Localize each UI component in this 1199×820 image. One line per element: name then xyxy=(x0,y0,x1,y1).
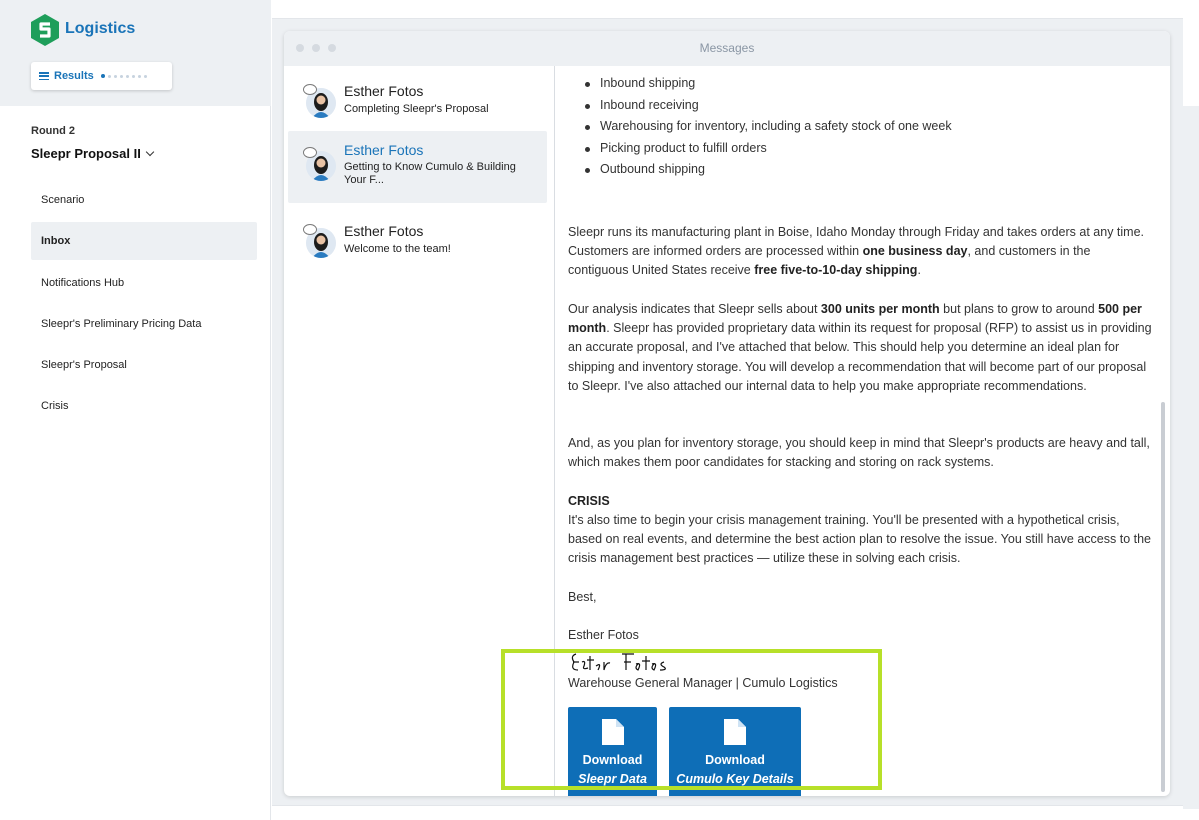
chevron-down-icon xyxy=(146,148,154,156)
attachment-icon xyxy=(303,147,317,158)
scrollbar[interactable] xyxy=(1161,402,1165,792)
sidebar-item-label: Scenario xyxy=(41,194,85,206)
message-sender: Esther Fotos xyxy=(344,142,424,158)
hamburger-icon xyxy=(39,72,49,80)
sidebar-header xyxy=(0,0,271,106)
window-title: Messages xyxy=(699,41,755,55)
paragraph-storage: And, as you plan for inventory storage, you should keep in mind that Sleepr's products are heavy and tall, which makes them poor candidates for stacking and storing on rack systems. xyxy=(568,436,1150,470)
download-label: Download xyxy=(582,753,643,767)
list-item: Warehousing for inventory, including a safety stock of one week xyxy=(600,116,952,138)
results-button[interactable] xyxy=(31,62,172,90)
message-subject: Getting to Know Cumulo & Building Your F... xyxy=(344,161,516,186)
download-label: Download xyxy=(705,753,765,767)
message-item-selected[interactable] xyxy=(288,131,547,203)
sidebar xyxy=(0,0,271,820)
list-item: Outbound shipping xyxy=(600,159,952,181)
attachment-icon xyxy=(303,84,317,95)
message-item[interactable] xyxy=(288,212,547,284)
list-item: Inbound receiving xyxy=(600,95,952,117)
sidebar-item-crisis[interactable] xyxy=(31,387,257,425)
right-margin xyxy=(1183,0,1199,106)
highlight-box xyxy=(501,649,882,790)
sidebar-nav xyxy=(31,181,257,429)
crisis-heading: CRISIS xyxy=(568,494,610,508)
sidebar-item-label: Notifications Hub xyxy=(41,276,125,289)
service-list xyxy=(600,73,952,181)
sidebar-item-label: Sleepr's Preliminary Pricing Data xyxy=(41,317,202,330)
sidebar-item-scenario[interactable] xyxy=(31,181,257,219)
sidebar-item-sleepr-proposal[interactable] xyxy=(31,346,257,384)
logo-icon xyxy=(30,14,60,46)
brand-name: Logistics xyxy=(65,20,136,37)
paragraph-operations: Sleepr runs its manufacturing plant in Boise, Idaho Monday through Friday and takes orders at any time. Customers are informed orders are processed within one business day, and customers in the contiguous United States receive free five-to-10-day shipping. xyxy=(568,225,1145,278)
round-label: Round 2 xyxy=(31,125,75,137)
attachment-icon xyxy=(303,224,317,235)
download-target: Cumulo Key Details xyxy=(676,772,794,786)
signer-title: Warehouse General Manager | Cumulo Logistics xyxy=(568,676,838,690)
window-titlebar xyxy=(284,31,1170,66)
paragraph-crisis: It's also time to begin your crisis management training. You'll be presented with a hypothetical crisis, based on real events, and determine the best action plan to resolve the issue. You still have access to the crisis management best practices — utilize these in solving each crisis. xyxy=(568,513,1152,566)
results-label: Results xyxy=(54,70,94,82)
top-strip xyxy=(272,0,1183,19)
proposal-title: Sleepr Proposal II xyxy=(31,146,141,161)
message-sender: Esther Fotos xyxy=(344,83,424,99)
signer-name: Esther Fotos xyxy=(568,628,639,642)
list-item: Picking product to fulfill orders xyxy=(600,138,952,160)
list-item: Inbound shipping xyxy=(600,73,952,95)
progress-dots xyxy=(101,74,147,78)
sidebar-item-label: Crisis xyxy=(41,400,69,413)
download-target: Sleepr Data xyxy=(578,772,647,786)
message-subject: Welcome to the team! xyxy=(344,243,451,255)
proposal-selector[interactable] xyxy=(31,146,153,161)
paragraph-analysis: Our analysis indicates that Sleepr sells about 300 units per month but plans to grow to around 500 per month. Sleepr has provided proprietary data within its request for proposal (RFP) to assist us in providing an accurate proposal, and I've attached that below. This should help you determine an ideal plan for shipping and inventory storage. You will develop a recommendation that will become part of our proposal to Sleepr. I've also attached our internal data to help you make appropriate recommendations. xyxy=(568,302,1152,393)
closing: Best, xyxy=(568,590,597,604)
sidebar-item-preliminary-pricing[interactable] xyxy=(31,305,257,343)
sidebar-item-label: Inbox xyxy=(41,235,71,248)
message-subject: Completing Sleepr's Proposal xyxy=(344,103,489,115)
sidebar-item-label: Sleepr's Proposal xyxy=(41,359,127,372)
message-sender: Esther Fotos xyxy=(344,223,424,239)
sidebar-item-notifications-hub[interactable] xyxy=(31,264,257,302)
bottom-strip xyxy=(272,805,1183,820)
sidebar-item-inbox[interactable] xyxy=(31,222,257,260)
